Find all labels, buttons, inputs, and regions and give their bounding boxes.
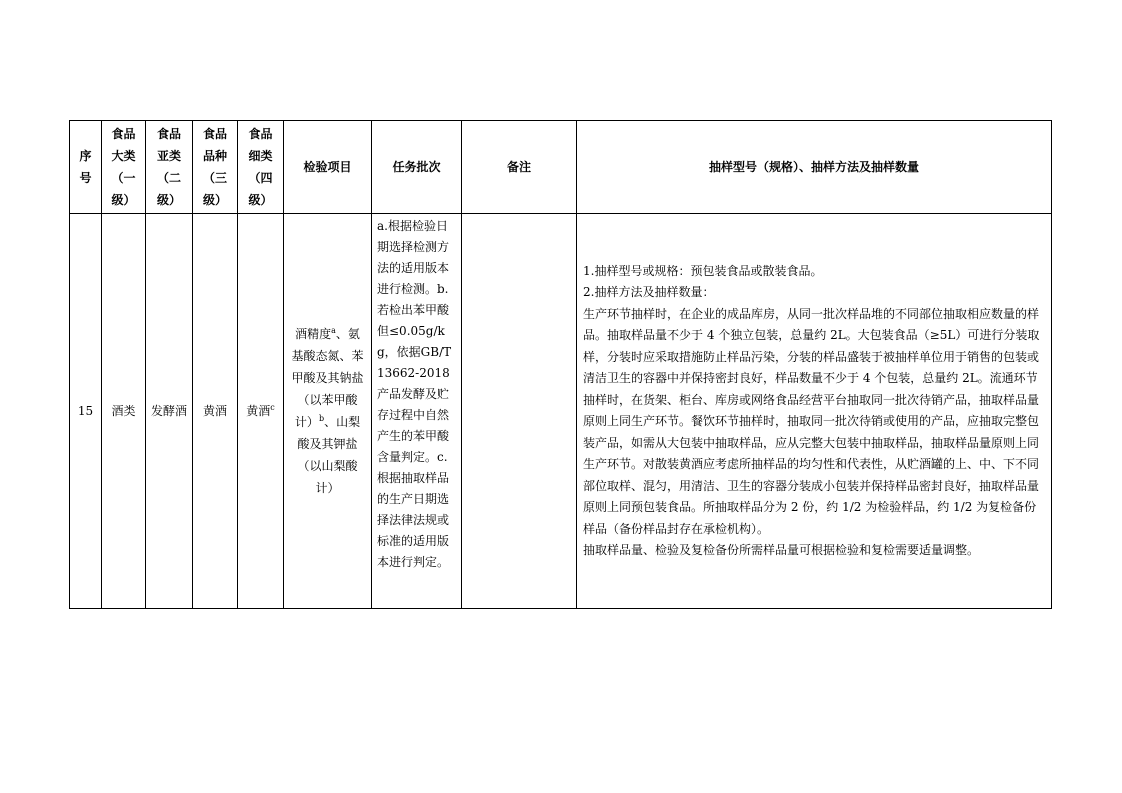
cell-category2: 发酵酒 — [146, 214, 193, 609]
cell-seq: 15 — [70, 214, 102, 609]
sampling-line-1: 1.抽样型号或规格：预包装食品或散装食品。 — [583, 263, 823, 278]
footnote-marker-b: b — [318, 414, 325, 423]
table-row — [70, 214, 1052, 609]
sampling-paragraph-2: 抽取样品量、检验及复检备份所需样品量可根据检验和复检需要适量调整。 — [583, 543, 980, 557]
header-remarks: 备注 — [462, 121, 577, 214]
cell-category4 — [238, 214, 284, 609]
sampling-paragraph-1: 生产环节抽样时，在企业的成品库房，从同一批次样品堆的不同部位抽取相应数量的样品。抽取样品量不少于 4 个独立包装，总量约 2L。大包装食品（≥5L）可进行分装取样，分装时应采取措施防止样品污染，分装的样品盛装于被抽样单位用于销售的包装或清洁卫生的容器中并保持密封良好，样品数量不少于 4 个包装，总量约 2L。流通环节抽样时，在货架、柜台、库房或网络食品经营平台抽取同一批次待销产品，抽取样品量原则上同生产环节。餐饮环节抽样时，抽取同一批次待销或使用的产品，应抽取完整包装产品，如需从大包装中抽取样品，应从完整大包装中抽取样品，抽取样品量原则上同生产环节。对散装黄酒应考虑所抽样品的均匀性和代表性，从贮酒罐的上、中、下不同部位取样、混匀，用清洁、卫生的容器分装成小包装并保持样品密封良好，抽取样品量原则上同预包装食品。所抽取样品分为 2 份，约 1/2 为检验样品，约 1/2 为复检备份样品（备份样品封存在承检机构）。 — [583, 306, 1040, 536]
header-row — [70, 121, 1052, 214]
header-test-items: 检验项目 — [284, 121, 372, 214]
header-task-batch: 任务批次 — [372, 121, 462, 214]
cell-category3: 黄酒 — [193, 214, 238, 609]
sampling-line-2: 2.抽样方法及抽样数量： — [583, 285, 715, 299]
cell-test-items — [284, 214, 372, 609]
footnote-marker-c: c — [270, 403, 275, 412]
header-category1: 食品大类（一级） — [102, 121, 146, 214]
test-item-part3: 、山梨酸及其钾盐（以山梨酸计） — [297, 415, 361, 495]
test-item-part2: 、氨基酸态氮、苯甲酸及其钠盐（以苯甲酸计） — [291, 327, 364, 429]
header-category2: 食品亚类（二级） — [146, 121, 193, 214]
header-category4: 食品细类（四级） — [238, 121, 284, 214]
footnote-marker-a: a — [331, 326, 336, 335]
cell-remarks — [462, 214, 577, 609]
sampling-table — [69, 120, 1052, 609]
header-category3: 食品品种（三级） — [193, 121, 238, 214]
category4-text: 黄酒 — [246, 404, 271, 418]
cell-task-batch: a.根据检验日期选择检测方法的适用版本进行检测。b.若检出苯甲酸但≤0.05g/kg，依据GB/T13662-2018产品发酵及贮存过程中自然产生的苯甲酸含量判定。c.根据抽取样品的生产日期选择法律法规或标准的适用版本进行判定。 — [372, 214, 462, 609]
cell-sampling-method — [577, 214, 1052, 609]
header-sampling: 抽样型号（规格）、抽样方法及抽样数量 — [577, 121, 1052, 214]
header-seq: 序号 — [70, 121, 102, 214]
test-item-part1: 酒精度 — [295, 327, 332, 341]
cell-category1: 酒类 — [102, 214, 146, 609]
